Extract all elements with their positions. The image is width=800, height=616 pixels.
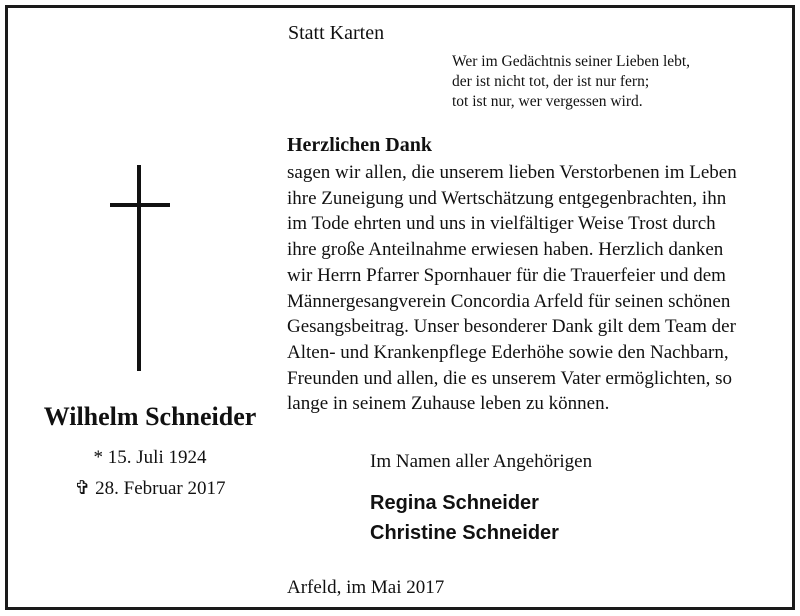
death-date: ✞ 28. Februar 2017	[74, 478, 226, 499]
thanks-heading: Herzlichen Dank	[287, 134, 432, 156]
motto-line: der ist nicht tot, der ist nur fern;	[452, 73, 650, 90]
cross-horizontal-bar	[110, 203, 170, 207]
deceased-name: Wilhelm Schneider	[43, 402, 257, 431]
birth-date: * 15. Juli 1924	[93, 447, 207, 468]
header-statt-karten: Statt Karten	[288, 22, 385, 44]
motto-line: tot ist nur, wer vergessen wird.	[452, 93, 643, 110]
on-behalf-line: Im Namen aller Angehörigen	[370, 451, 593, 472]
body-line: im Tode ehrten und uns in vielfältiger Weise Trost durch	[287, 213, 716, 235]
body-line: Gesangsbeitrag. Unser besonderer Dank gilt dem Team der	[287, 316, 736, 338]
place-date: Arfeld, im Mai 2017	[287, 577, 445, 598]
motto-line: Wer im Gedächtnis seiner Lieben lebt,	[452, 53, 691, 70]
body-line: lange in seinem Zuhause leben zu können.	[287, 393, 610, 415]
thanks-body	[287, 160, 737, 417]
body-line: sagen wir allen, die unserem lieben Verstorbenen im Leben	[287, 162, 737, 183]
body-line: Freunden und allen, die es unserem Vater ermöglichten, so	[287, 367, 732, 389]
motto-quote	[452, 52, 690, 112]
body-line: ihre große Anteilnahme erwiesen haben. Herzlich danken	[287, 239, 724, 261]
body-line: Männergesangverein Concordia Arfeld für seinen schönen	[287, 290, 731, 312]
signer-name: Christine Schneider	[370, 522, 559, 544]
body-line: wir Herrn Pfarrer Spornhauer für die Trauerfeier und dem	[287, 264, 726, 286]
cross-vertical-bar	[137, 165, 141, 371]
signer-name: Regina Schneider	[370, 492, 539, 514]
body-line: Alten- und Krankenpflege Ederhöhe sowie den Nachbarn,	[287, 341, 729, 363]
body-line: ihre Zuneigung und Wertschätzung entgegenbrachten, ihn	[287, 187, 727, 209]
